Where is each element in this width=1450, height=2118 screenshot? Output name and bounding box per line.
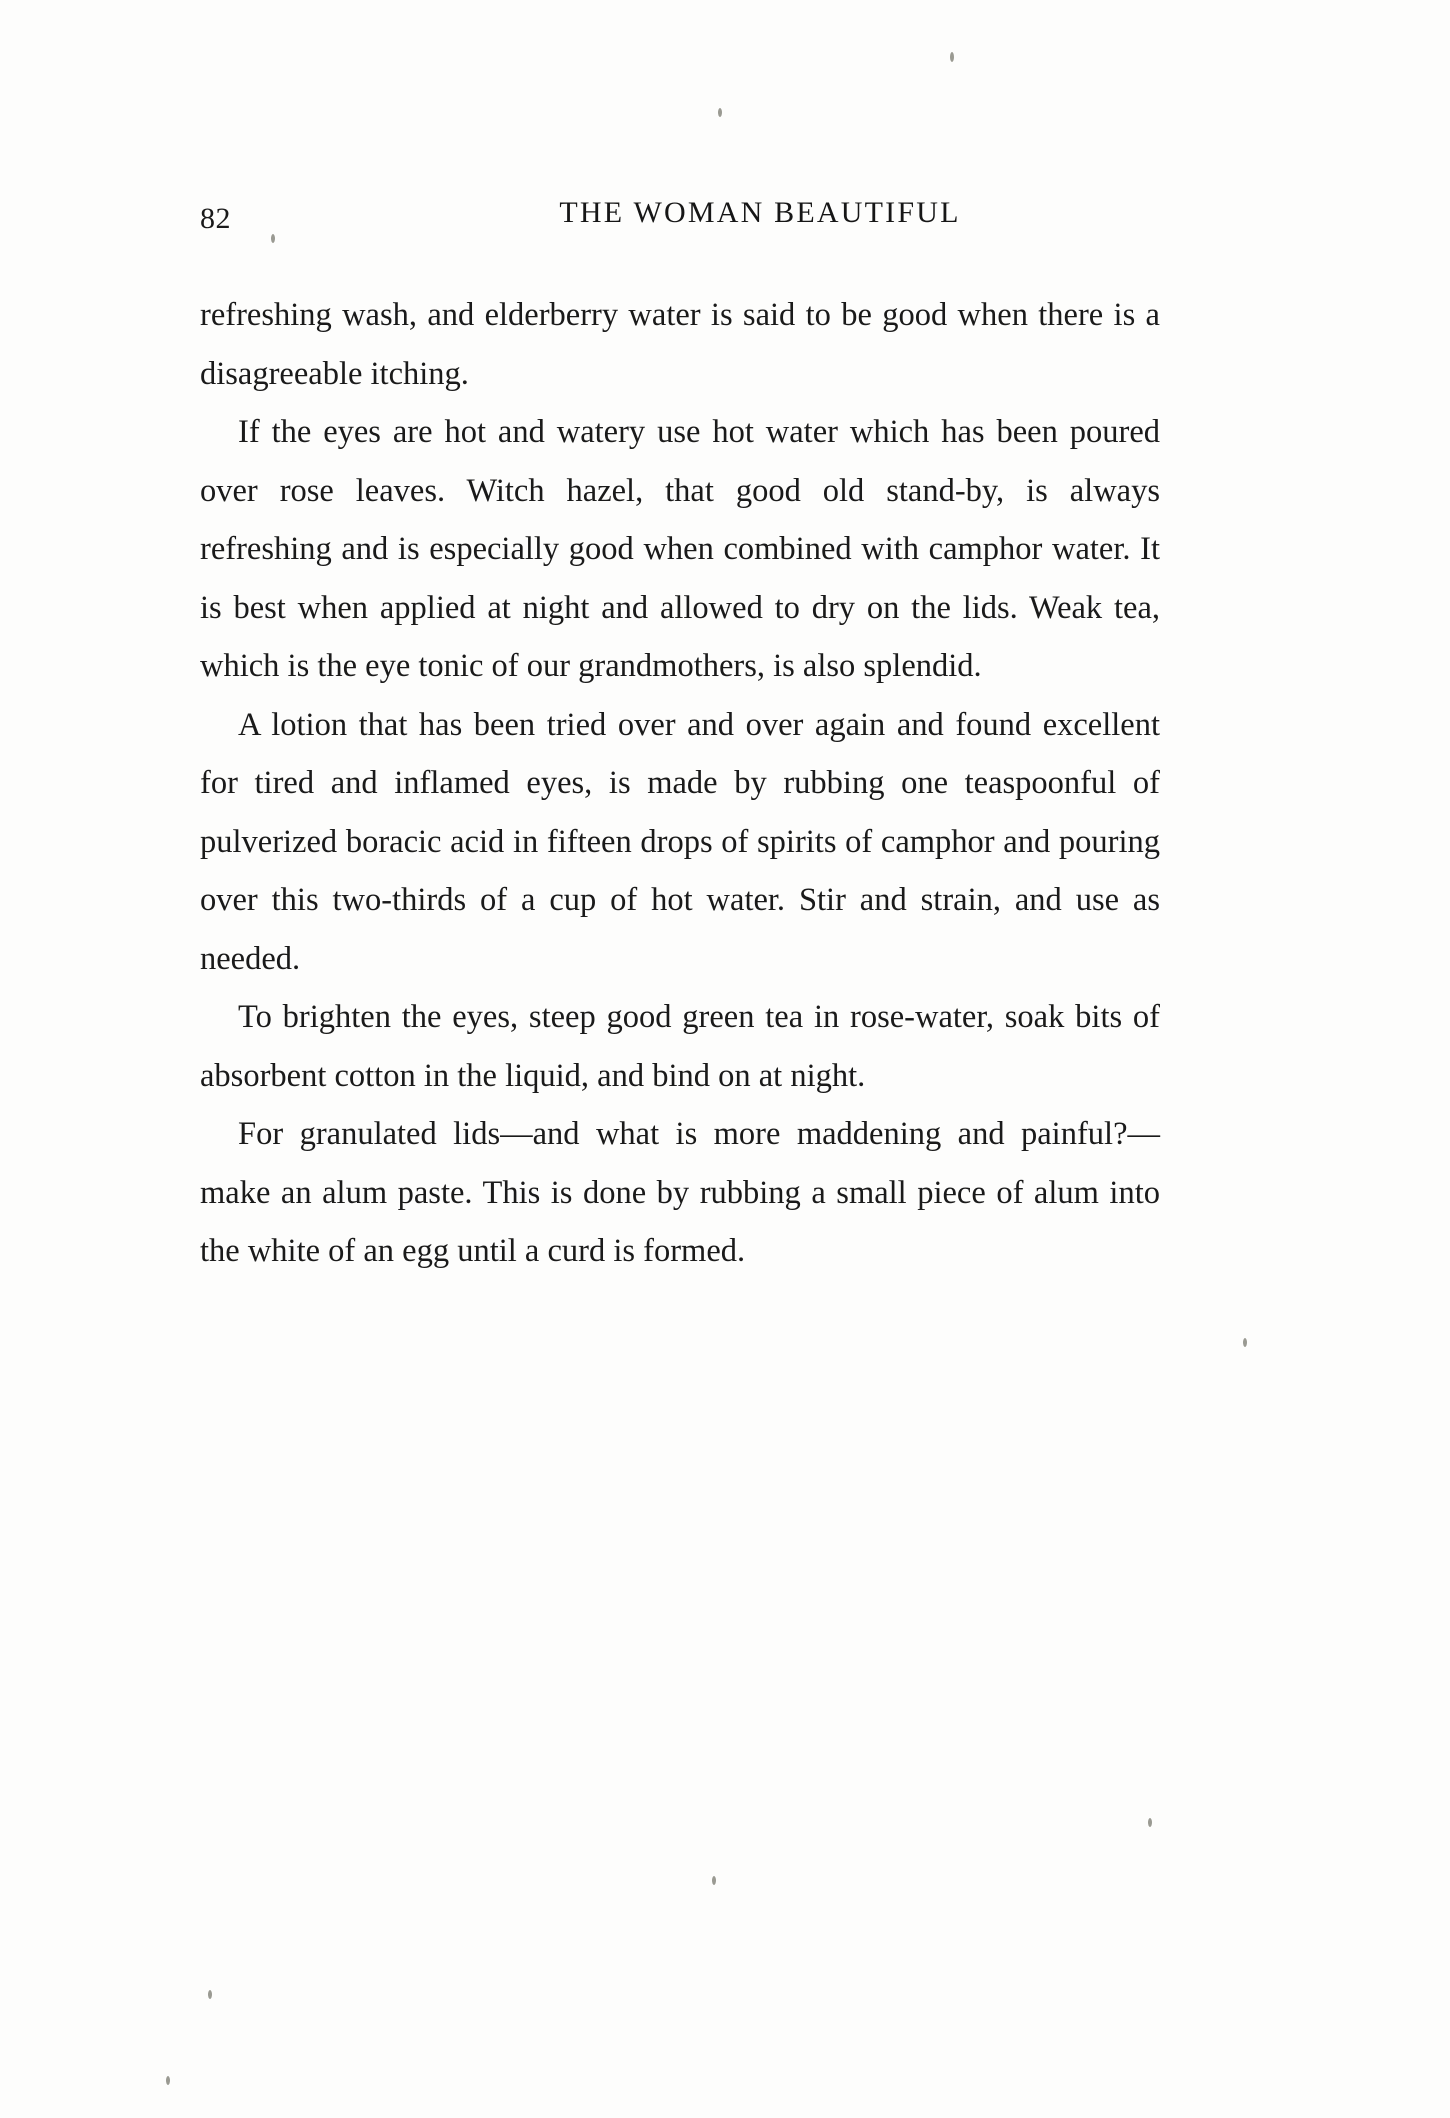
paper-speck <box>208 1990 212 1999</box>
paper-speck <box>1148 1818 1152 1827</box>
paper-speck <box>271 234 275 243</box>
paper-speck <box>712 1876 716 1885</box>
paragraph: For granulated lids—and what is more maddening and painful?—make an alum paste. This is done by rubbing a small piece of alum into the white of an egg until a curd is formed. <box>200 1116 1160 1269</box>
paragraph: To brighten the eyes, steep good green tea in rose-water, soak bits of absorbent cotton in the liquid, and bind on at night. <box>200 999 1160 1094</box>
paper-speck <box>718 108 722 117</box>
running-head: THE WOMAN BEAUTIFUL <box>559 196 961 229</box>
page-number: 82 <box>200 202 231 235</box>
paper-speck <box>166 2076 170 2085</box>
paragraph: If the eyes are hot and watery use hot water which has been poured over rose leaves. Witch hazel, that good old stand-by, is always refreshing and is especially good when combined with camphor water. It is best when applied at night and allowed to dry on the lids. Weak tea, which is the eye tonic of our grandmothers, is also splendid. <box>200 414 1160 684</box>
page-header <box>200 196 1260 240</box>
body-text <box>200 286 1160 1281</box>
paragraph: refreshing wash, and elderberry water is said to be good when there is a disagreeable itching. <box>200 297 1160 392</box>
paper-speck <box>1243 1338 1247 1347</box>
paragraph: A lotion that has been tried over and over again and found excellent for tired and inflamed eyes, is made by rubbing one teaspoonful of pulverized boracic acid in fifteen drops of spirits of camphor and pouring over this two-thirds of a cup of hot water. Stir and strain, and use as needed. <box>200 706 1160 977</box>
paper-speck <box>950 52 954 62</box>
